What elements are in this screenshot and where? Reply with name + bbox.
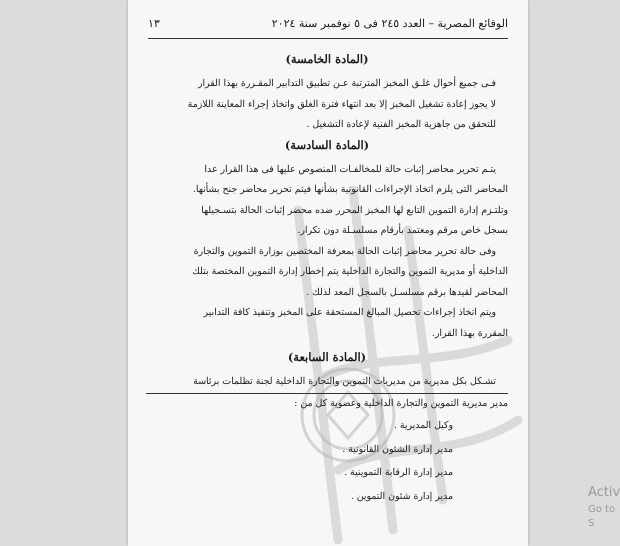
list-item: مدير إدارة الرقابة التموينية . <box>344 467 453 478</box>
activation-subtitle: Go to S <box>588 503 616 530</box>
list-item: وكيل المديرية . <box>393 420 453 431</box>
article-5-line: لا يجوز إعادة تشغيل المخبز إلا بعد انتهاء فترة الغلق واتخاذ إجراء المعاينة اللازمة <box>187 98 496 110</box>
article-6-heading: (المادة السادسة) <box>284 137 370 152</box>
article-5-line: للتحقق من جاهزية المخبز الفنية لإعادة التشغيل . <box>306 119 496 130</box>
list-item: مدير إدارة الشئون القانونية . <box>342 443 453 455</box>
article-6-line: وتلتـزم إدارة التموين التابع لها المخبز المحرر ضده محضر إثبات الحالة بتسـجيلها <box>201 204 508 216</box>
header-title: الوقائع المصرية – العدد ٢٤٥ فى ٥ نوفمبر سنة ٢٠٢٤ <box>271 16 508 30</box>
windows-activation-notice <box>588 484 620 532</box>
document-body <box>146 48 508 508</box>
activation-title: Activ <box>588 485 620 500</box>
list-item: مدير إدارة شئون التموين . <box>350 490 453 502</box>
committee-members-list <box>146 414 508 508</box>
article-5-text <box>146 74 508 136</box>
article-7-text <box>146 372 508 414</box>
article-6-line: المحاضر لقيدها برقم مسلسـل بالسجل المعد لذلك . <box>306 286 508 298</box>
article-6-line: وفى حالة تحرير محاضر إثبات الحالة بمعرفة المختصين بوزارة التموين والتجارة <box>193 245 496 257</box>
article-6-line: الداخلية أو مديرية التموين والتجارة الداخلية يتم إخطار إدارة التموين المختصة بتلك <box>192 266 508 277</box>
article-6-text <box>146 160 508 345</box>
article-6-line: بسجل خاص مرقم ومعتمد بأرقام مسلسـلة دون تكرار. <box>297 225 508 236</box>
page-number: ١٣ <box>148 16 160 30</box>
article-6-line: المحاضر التى يلزم اتخاذ الإجراءات القانونية بشأنها فيتم تحرير محاضر جنح بشأنها. <box>192 184 508 195</box>
article-7-line: تشـكل بكل مديرية من مديريات التموين والتجارة الداخلية لجنة تظلمات برئاسة <box>146 372 508 394</box>
article-6-line: المقررة بهذا القرار. <box>431 327 508 339</box>
article-5-heading: (المادة الخامسة) <box>285 52 369 66</box>
page-header <box>148 12 508 39</box>
article-6-line: ويتم اتخاذ إجراءات تحصيل المبالغ المستحقة على المخبز وتنفيذ كافة التدابير <box>203 307 496 318</box>
article-6-line: يتـم تحرير محاضر إثبات حالة للمخالفـات المنصوص عليها فى هذا القرار عدا <box>204 163 496 175</box>
article-7-line: مدير مديرية التموين والتجارة الداخلية وعضوية كل من : <box>294 397 508 409</box>
article-5-line: فـى جميع أحوال غلـق المخبز المترتبة عـن تطبيق التدابير المقـررة بهذا القرار <box>198 78 496 89</box>
gazette-page <box>128 0 528 546</box>
article-7-heading: (المادة السابعة) <box>287 350 367 364</box>
